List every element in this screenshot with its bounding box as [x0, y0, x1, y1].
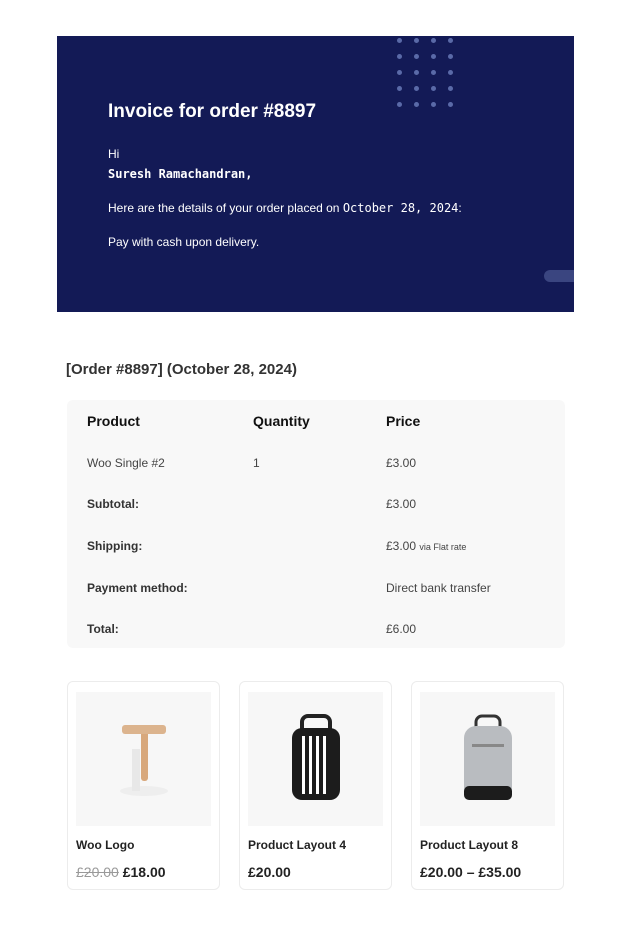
item-quantity: 1	[253, 456, 260, 470]
invoice-header	[57, 36, 574, 312]
order-heading: [Order #8897] (October 28, 2024)	[66, 361, 297, 378]
payment-method-value: Direct bank transfer	[386, 581, 491, 595]
product-price: £20.00	[248, 864, 291, 880]
decorative-dots	[397, 38, 454, 107]
product-price	[76, 864, 166, 880]
column-price: Price	[386, 413, 421, 429]
product-image-black-backpack[interactable]	[248, 692, 383, 826]
details-prefix: Here are the details of your order placed on	[108, 201, 343, 215]
order-date: October 28, 2024	[342, 201, 459, 215]
greeting: Hi	[108, 147, 120, 161]
details-suffix: :	[458, 201, 462, 215]
order-table	[67, 400, 565, 648]
column-quantity: Quantity	[253, 413, 310, 429]
item-price: £3.00	[386, 456, 417, 470]
product-card[interactable]	[67, 681, 220, 890]
total-value: £6.00	[386, 622, 417, 636]
column-product: Product	[87, 413, 140, 429]
product-image-stool[interactable]	[76, 692, 211, 826]
order-details-text	[108, 201, 462, 215]
product-name[interactable]: Product Layout 4	[248, 838, 347, 852]
total-label: Total:	[87, 622, 119, 636]
product-card[interactable]	[239, 681, 392, 890]
invoice-title: Invoice for order #8897	[108, 101, 317, 122]
payment-note: Pay with cash upon delivery.	[108, 235, 260, 249]
product-name[interactable]: Product Layout 8	[420, 838, 519, 852]
payment-method-label: Payment method:	[87, 581, 188, 595]
product-card[interactable]	[411, 681, 564, 890]
shipping-label: Shipping:	[87, 539, 143, 553]
product-price: £20.00 – £35.00	[420, 864, 522, 880]
subtotal-value: £3.00	[386, 497, 417, 511]
decorative-shape	[544, 270, 574, 282]
shipping-value: £3.00	[386, 539, 417, 553]
shipping-method: via Flat rate	[419, 542, 467, 552]
sale-price: £18.00	[122, 864, 166, 880]
old-price: £20.00	[76, 864, 119, 880]
product-image-grey-backpack[interactable]	[420, 692, 555, 826]
subtotal-label: Subtotal:	[87, 497, 139, 511]
item-product: Woo Single #2	[87, 456, 165, 470]
shipping-value-wrap	[386, 539, 466, 553]
customer-name: Suresh Ramachandran,	[108, 167, 253, 181]
product-name[interactable]: Woo Logo	[76, 838, 135, 852]
